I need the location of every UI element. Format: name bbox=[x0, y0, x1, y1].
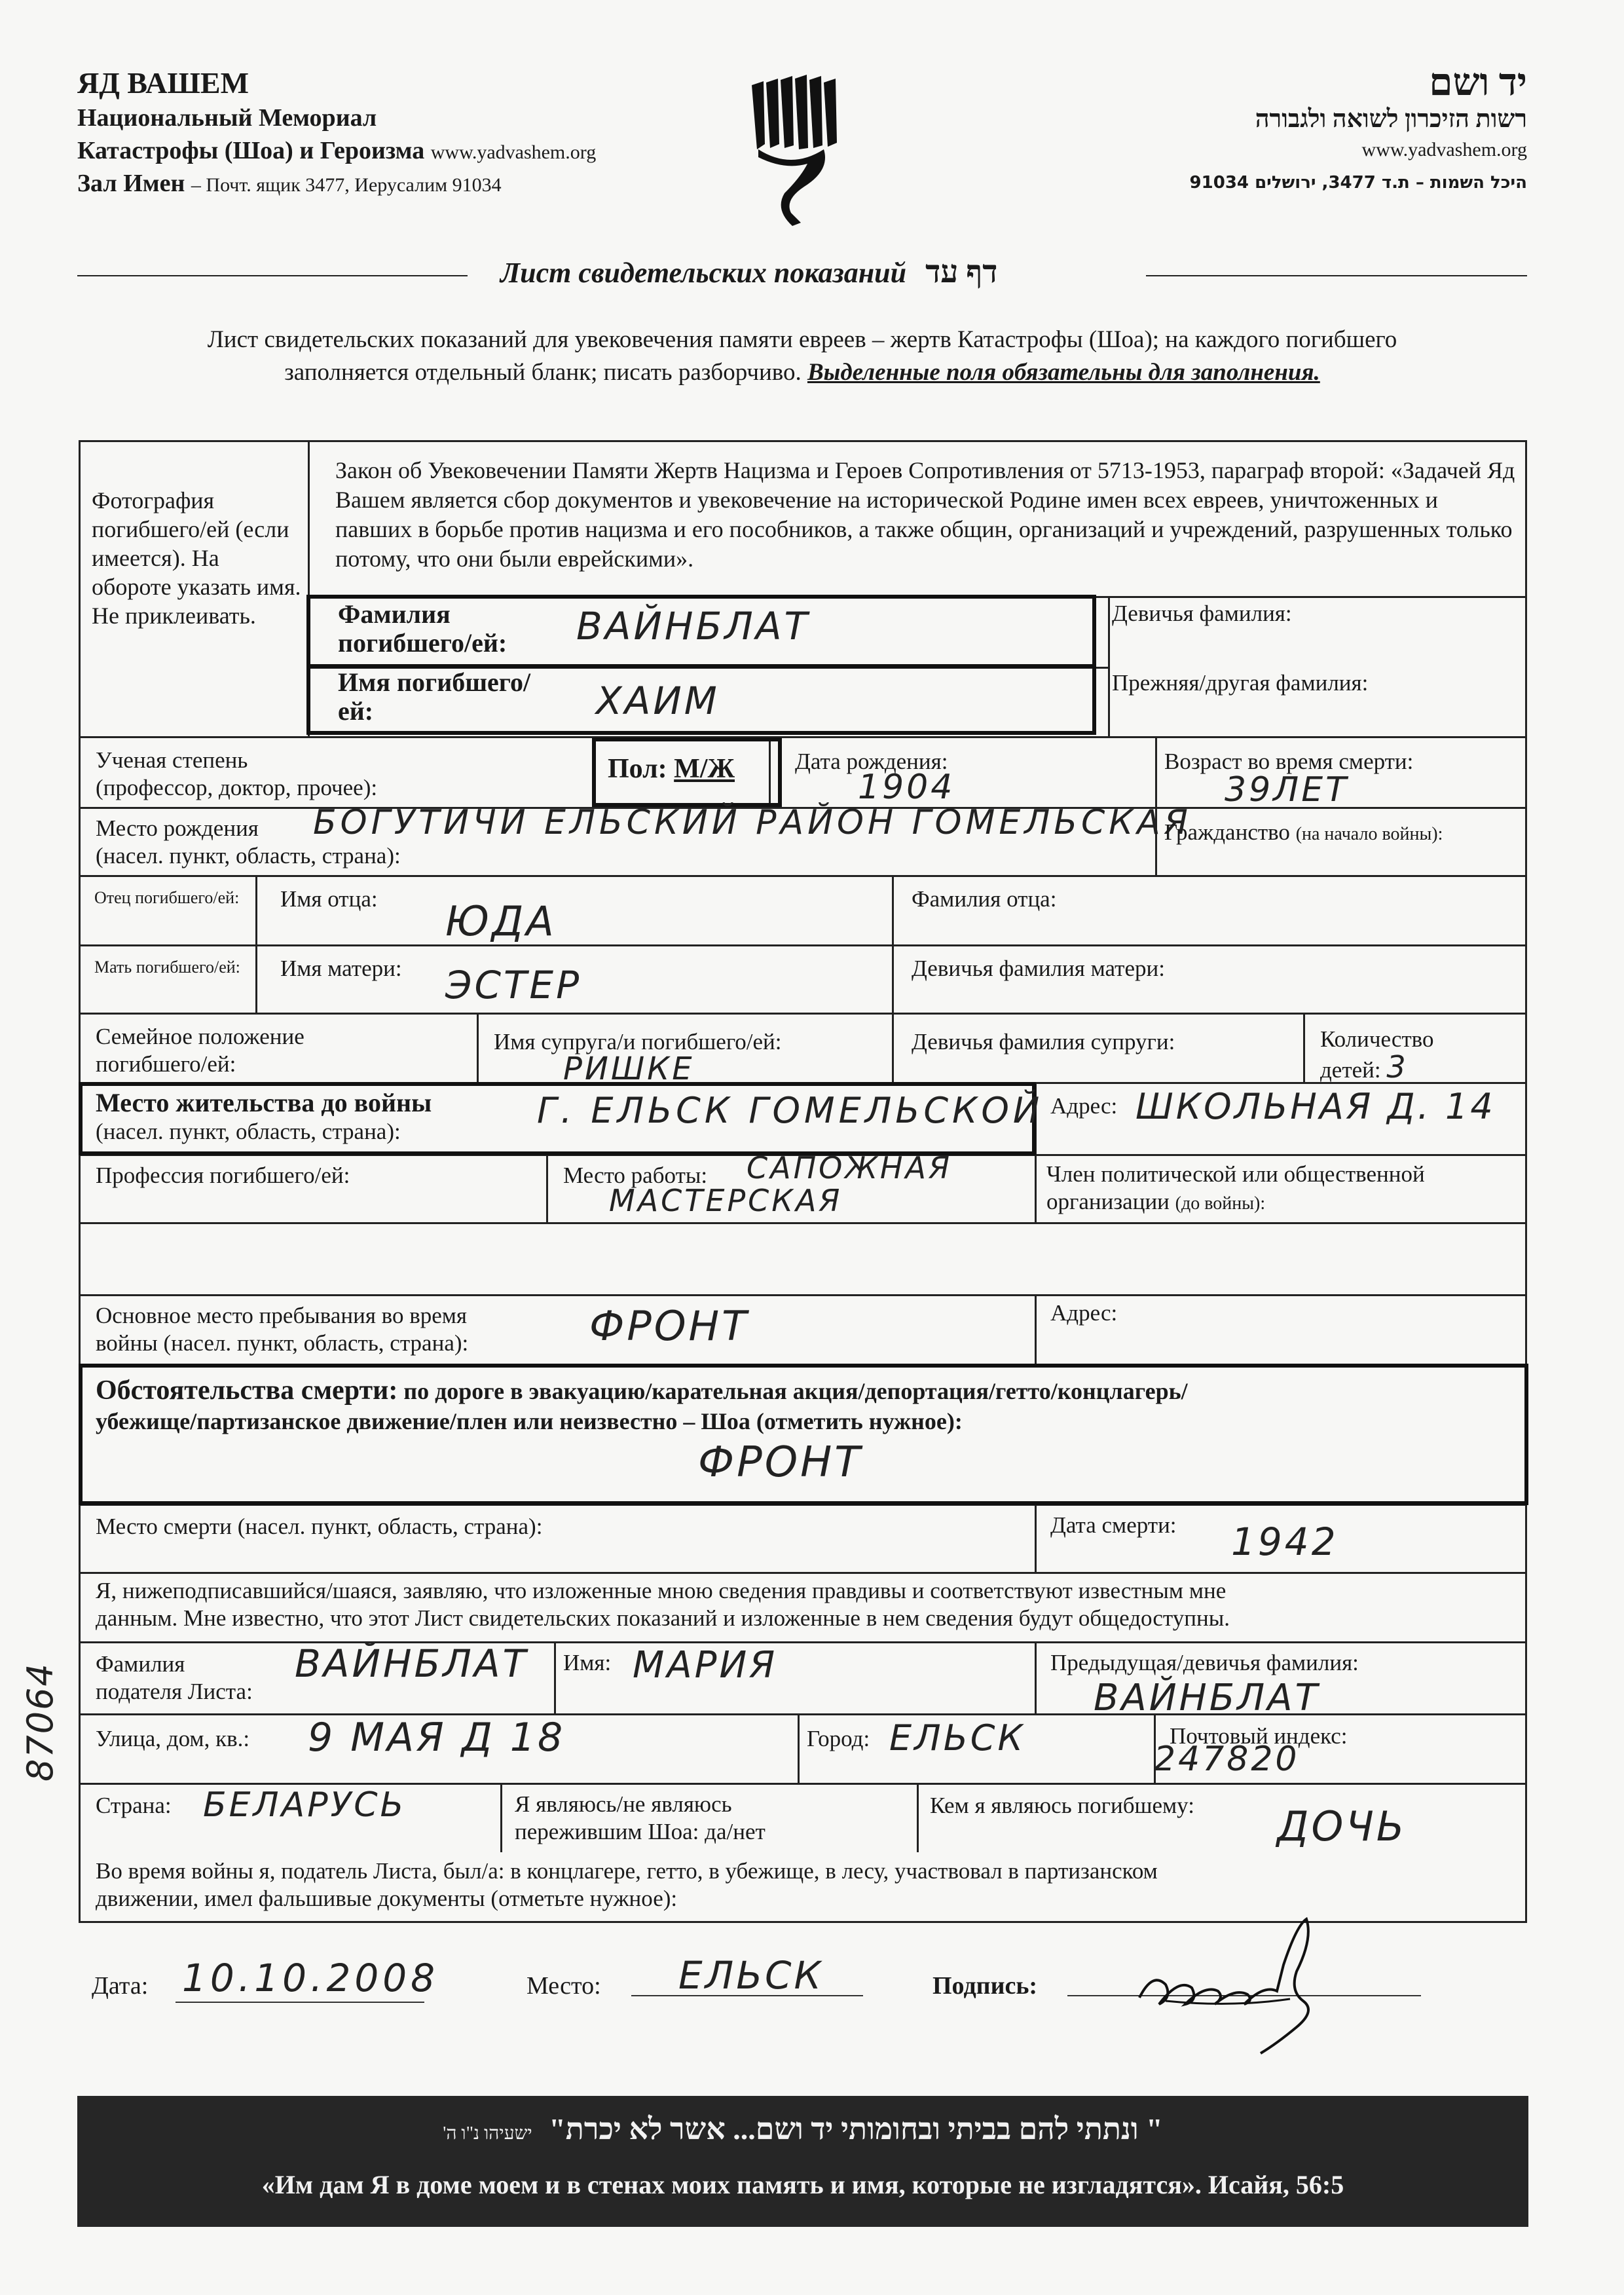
intro-line2-text: заполняется отдельный бланк; писать разборчиво. bbox=[284, 359, 802, 386]
intro-line2 bbox=[77, 356, 1527, 389]
law-text: Закон об Увековечении Памяти Жертв Нацизма и Героев Сопротивления от 5713-1953, параграф второй: «Задачей Яд Вашем является сбор документов и увековечение на исторической Родине имен всех евреев, уничтоженных и павших в борьбе против нацизма и его пособников, а также общин, организаций и учреждений, разрушенных только потому, что они были еврейскими». bbox=[335, 457, 1515, 572]
photo-placeholder[interactable]: Фотография погибшего/ей (если имеется). На обороте указать имя. Не приклеивать. bbox=[92, 487, 301, 629]
declaration-text bbox=[96, 1577, 1230, 1632]
birthplace-label-line1: Место рождения bbox=[96, 815, 259, 841]
submitter-surname-label-line1: Фамилия bbox=[96, 1651, 185, 1677]
sex-label bbox=[608, 753, 735, 785]
father-name-label: Имя отца: bbox=[280, 886, 378, 912]
wartime-label bbox=[96, 1302, 468, 1357]
residence-field[interactable]: Г. ЕЛЬСК ГОМЕЛЬСКОЙ bbox=[537, 1090, 1044, 1131]
banner-he-ref: ישעיהו נ"ו ה' bbox=[443, 2123, 532, 2144]
hall-of-names-label: Зал Имен bbox=[77, 170, 185, 197]
menorah-logo-icon bbox=[745, 72, 843, 229]
banner-he-quote: " ונתתי להם בביתי ובחומותי יד ושם... אשר לא יכרת" bbox=[549, 2112, 1163, 2146]
residence-address-label: Адрес: bbox=[1050, 1093, 1118, 1119]
wartime-label-line1: Основное место пребывания во время bbox=[96, 1303, 468, 1328]
submitter-name-label: Имя: bbox=[563, 1650, 612, 1675]
org-address-ru bbox=[77, 169, 502, 198]
birth-date-label: Дата рождения: bbox=[795, 749, 948, 774]
org-line3-ru bbox=[77, 136, 596, 165]
death-circ-line1 bbox=[96, 1375, 1517, 1406]
death-date-field[interactable]: 1942 bbox=[1231, 1520, 1338, 1564]
degree-label bbox=[96, 747, 377, 802]
website-link[interactable]: www.yadvashem.org bbox=[430, 141, 597, 163]
required-notice: Выделенные поля обязательны для заполнения. bbox=[807, 359, 1320, 386]
submitter-surname-label-line2: подателя Листа: bbox=[96, 1679, 253, 1704]
title-rule-right bbox=[1146, 275, 1527, 276]
victim-name-field[interactable]: ХАИМ bbox=[596, 679, 720, 723]
country-field[interactable]: БЕЛАРУСЬ bbox=[203, 1785, 407, 1825]
death-place-label: Место смерти (насел. пункт, область, страна): bbox=[96, 1514, 543, 1539]
submitter-wartime-label bbox=[96, 1857, 1158, 1912]
sex-label-text: Пол: bbox=[608, 754, 667, 784]
membership-label bbox=[1046, 1161, 1425, 1218]
submitter-prev-field[interactable]: ВАЙНБЛАТ bbox=[1094, 1677, 1320, 1719]
title-he: דף עד bbox=[925, 255, 998, 289]
father-name-field[interactable]: ЮДА bbox=[445, 897, 557, 945]
banner-he-line bbox=[77, 2112, 1528, 2146]
website-he[interactable]: www.yadvashem.org bbox=[1361, 139, 1527, 160]
mother-maiden-label: Девичья фамилия матери: bbox=[912, 956, 1165, 981]
wartime-field[interactable]: ФРОНТ bbox=[589, 1302, 750, 1350]
org-name-ru: ЯД ВАШЕМ bbox=[77, 66, 249, 100]
marital-label-line2: погибшего/ей: bbox=[96, 1051, 236, 1077]
org-line3-text: Катастрофы (Шоа) и Героизма bbox=[77, 137, 425, 164]
declaration-line1: Я, нижеподписавшийся/шаяся, заявляю, что изложенные мною сведения правдивы и соответствуют известным мне bbox=[96, 1578, 1227, 1603]
declaration-line2: данным. Мне известно, что этот Лист свидетельских показаний и изложенные в нем сведения будут общедоступны. bbox=[96, 1605, 1230, 1631]
intro-line1: Лист свидетельских показаний для увековечения памяти евреев – жертв Катастрофы (Шоа); на каждого погибшего bbox=[207, 326, 1397, 353]
place-label: Место: bbox=[526, 1972, 601, 2000]
birth-date-field[interactable]: 1904 bbox=[858, 768, 955, 807]
survivor-label-line2 bbox=[515, 1818, 766, 1846]
spouse-label: Имя супруга/и погибшего/ей: bbox=[494, 1029, 782, 1054]
residence-label bbox=[96, 1089, 432, 1146]
mother-row-label: Мать погибшего/ей: bbox=[94, 958, 240, 977]
archive-number: 87064 bbox=[20, 1662, 61, 1782]
mother-name-label: Имя матери: bbox=[280, 956, 402, 981]
children-label-line1: Количество bbox=[1320, 1026, 1434, 1052]
street-label: Улица, дом, кв.: bbox=[96, 1726, 250, 1751]
submitter-surname-field[interactable]: ВАЙНБЛАТ bbox=[295, 1641, 528, 1686]
postcode-label: Почтовый индекс: bbox=[1170, 1723, 1348, 1749]
date-underline bbox=[175, 2002, 424, 2003]
org-name-he: יד ושם bbox=[1429, 61, 1527, 103]
age-at-death-label: Возраст во время смерти: bbox=[1164, 749, 1414, 774]
age-at-death-field[interactable]: 39ЛЕТ bbox=[1225, 770, 1349, 810]
membership-label-line2-text: организации bbox=[1046, 1189, 1170, 1214]
banner-ru-quote: «Им дам Я в доме моем и в стенах моих память и имя, которые не изгладятся». Исайя, 56:5 bbox=[261, 2170, 1344, 2199]
postcode-field[interactable]: 247820 bbox=[1154, 1740, 1300, 1779]
relation-field[interactable]: ДОЧЬ bbox=[1277, 1802, 1407, 1850]
victim-surname-label: Фамилия погибшего/ей: bbox=[338, 599, 507, 658]
residence-label-line2: (насел. пункт, область, страна): bbox=[96, 1119, 401, 1144]
title-rule-left bbox=[77, 275, 468, 276]
death-circ-options2: убежище/партизанское движение/плен или неизвестно – Шоа (отметить нужное): bbox=[96, 1408, 963, 1434]
date-field[interactable]: 10.10.2008 bbox=[182, 1956, 439, 2000]
submitter-surname-label bbox=[96, 1651, 253, 1706]
membership-label-line1: Член политической или общественной bbox=[1046, 1161, 1425, 1187]
victim-surname-field[interactable]: ВАЙНБЛАТ bbox=[576, 604, 810, 648]
org-line2-he: רשות הזיכרון לשואה ולגבורה bbox=[1255, 105, 1527, 133]
survivor-label bbox=[515, 1791, 766, 1846]
victim-name-label: Имя погибшего/ей: bbox=[338, 667, 531, 726]
death-circ-options1: по дороге в эвакуацию/карательная акция/депортация/гетто/концлагерь/ bbox=[403, 1378, 1188, 1404]
street-field[interactable]: 9 МАЯ Д 18 bbox=[308, 1715, 566, 1761]
workplace-label: Место работы: bbox=[563, 1163, 708, 1188]
city-field[interactable]: ЕЛЬСК bbox=[889, 1717, 1025, 1759]
death-circ-title: Обстоятельства смерти: bbox=[96, 1375, 398, 1406]
profession-label: Профессия погибшего/ей: bbox=[96, 1163, 350, 1188]
wartime-label-line2: войны (насел. пункт, область, страна): bbox=[96, 1330, 469, 1356]
membership-label-line2 bbox=[1046, 1188, 1425, 1218]
submitter-prev-label: Предыдущая/девичья фамилия: bbox=[1050, 1650, 1359, 1675]
sex-options[interactable]: М/Ж bbox=[674, 754, 735, 784]
birthplace-label-line2: (насел. пункт, область, страна): bbox=[96, 843, 401, 868]
submitter-wartime-line1: Во время войны я, податель Листа, был/а: в концлагере, гетто, в убежище, в лесу, участвовал в партизанском bbox=[96, 1858, 1158, 1884]
death-date-label: Дата смерти: bbox=[1050, 1512, 1177, 1538]
citizenship-label bbox=[1164, 819, 1443, 848]
membership-note: (до войны): bbox=[1175, 1193, 1266, 1214]
wartime-address-label: Адрес: bbox=[1050, 1300, 1118, 1326]
relation-label: Кем я являюсь погибшему: bbox=[930, 1793, 1194, 1818]
address-he: היכל השמות – ת.ד 3477, ירושלים 91034 bbox=[1189, 173, 1527, 193]
submitter-name-field[interactable]: МАРИЯ bbox=[633, 1644, 778, 1687]
org-line2-ru: Национальный Мемориал bbox=[77, 104, 377, 132]
city-label: Город: bbox=[807, 1726, 870, 1751]
residence-address-field[interactable]: ШКОЛЬНАЯ Д. 14 bbox=[1135, 1086, 1496, 1127]
country-label: Страна: bbox=[96, 1793, 172, 1818]
death-circumstances-label bbox=[96, 1375, 1517, 1436]
citizenship-label-text: Гражданство bbox=[1164, 819, 1290, 845]
children-label-line2 bbox=[1320, 1049, 1433, 1085]
submitter-wartime-line2: движении, имел фальшивые документы (отметьте нужное): bbox=[96, 1886, 678, 1911]
date-label: Дата: bbox=[92, 1972, 149, 2000]
degree-label-line2: (профессор, доктор, прочее): bbox=[96, 775, 378, 800]
spouse-field[interactable]: РИШКЕ bbox=[563, 1051, 695, 1087]
signature-label: Подпись: bbox=[932, 1972, 1038, 2000]
marital-label-line1: Семейное положение bbox=[96, 1024, 304, 1049]
workplace-field-line2[interactable]: МАСТЕРСКАЯ bbox=[609, 1183, 843, 1218]
children-field[interactable]: 3 bbox=[1386, 1049, 1409, 1085]
children-label bbox=[1320, 1026, 1433, 1084]
scripture-banner bbox=[77, 2096, 1528, 2227]
degree-label-line1: Ученая степень bbox=[96, 747, 248, 773]
father-row-label: Отец погибшего/ей: bbox=[94, 888, 240, 907]
signature-image[interactable] bbox=[1126, 1912, 1349, 2057]
residence-label-line1: Место жительства до войны bbox=[96, 1088, 432, 1117]
form-title bbox=[500, 254, 997, 290]
spouse-maiden-label: Девичья фамилия супруги: bbox=[912, 1029, 1175, 1054]
children-label-line2-text: детей: bbox=[1320, 1057, 1381, 1083]
mother-name-field[interactable]: ЭСТЕР bbox=[445, 963, 582, 1007]
workplace-field-line1[interactable]: САПОЖНАЯ bbox=[747, 1150, 952, 1185]
address-text: – Почт. ящик 3477, Иерусалим 91034 bbox=[191, 174, 502, 196]
birthplace-field[interactable]: БОГУТИЧИ ЕЛЬСКИЙ РАЙОН ГОМЕЛЬСКАЯ bbox=[313, 803, 1192, 842]
place-field[interactable]: ЕЛЬСК bbox=[678, 1953, 824, 1998]
marital-label bbox=[96, 1023, 304, 1078]
father-surname-label: Фамилия отца: bbox=[912, 886, 1057, 912]
survivor-label-line1: Я являюсь/не являюсь bbox=[515, 1791, 732, 1817]
death-circumstances-field[interactable]: ФРОНТ bbox=[698, 1438, 863, 1487]
survivor-options[interactable]: да/нет bbox=[705, 1819, 766, 1844]
citizenship-note: (на начало войны): bbox=[1295, 824, 1443, 844]
maiden-name-label: Девичья фамилия: bbox=[1112, 601, 1292, 626]
title-ru: Лист свидетельских показаний bbox=[500, 257, 907, 289]
intro-text bbox=[77, 324, 1527, 389]
other-surname-label: Прежняя/другая фамилия: bbox=[1112, 670, 1369, 696]
survivor-label-line2-text: пережившим Шоа: bbox=[515, 1819, 699, 1844]
